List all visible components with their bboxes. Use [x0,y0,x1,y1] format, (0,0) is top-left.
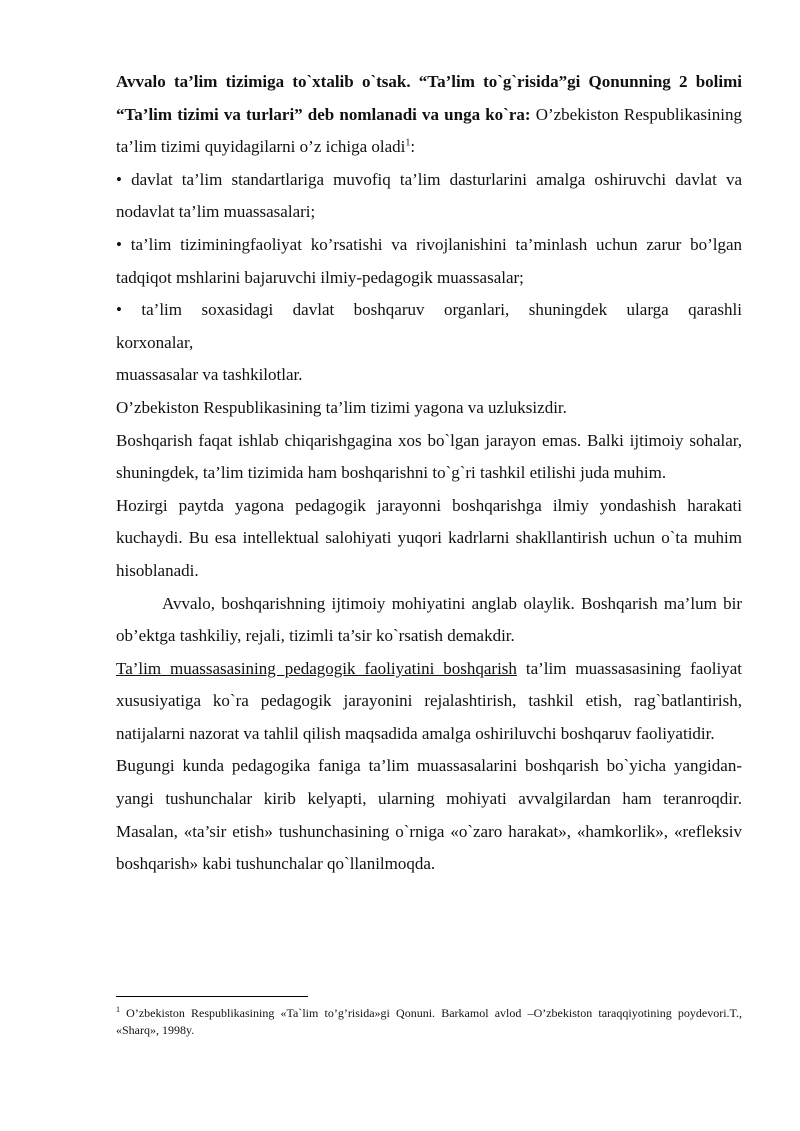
footnote-divider [116,996,308,997]
footnote-ref: 1 [405,137,411,149]
paragraph-management: Boshqarish faqat ishlab chiqarishgagina xos bo`lgan jarayon emas. Balki ijtimoiy sohalar, shuningdek, ta’lim tizimida ham boshqarishni to`g`ri tashkil etilishi juda muhim. [116,430,742,483]
paragraph-social-essence: Avvalo, boshqarishning ijtimoiy mohiyatini anglab olaylik. Boshqarish ma’lum bir ob’ektga tashkiliy, rejali, tizimli ta’sir ko`rsatish demakdir. [116,593,742,646]
document-body [116,66,742,881]
footnote-text: O’zbekiston Respublikasining «Ta`lim to’g’risida»gi Qonuni. Barkamol avlod –O’zbekiston taraqqiyotining poydevori.T., «Sharq», 1998y. [116,1006,742,1037]
definition-term: Ta’lim muassasasining pedagogik faoliyatini boshqarish [116,658,517,678]
paragraph-unified-system: O’zbekiston Respublikasining ta’lim tizimi yagona va uzluksizdir. [116,397,567,417]
footnote [116,1005,742,1039]
definition-text: ta’lim muassasasining faoliyat xususiyatiga ko`ra pedagogik jarayonini rejalashtirish, tashkil etish, rag`batlantirish, natijalarni nazorat va tahlil qilish maqsadida amalga oshiriluvchi boshqaruv faoliyatidir. [116,658,743,743]
paragraph-pedagogical-process: Hozirgi paytda yagona pedagogik jarayonni boshqarishga ilmiy yondashish harakati kuchaydi. Bu esa intellektual salohiyati yuqori kadrlarni shakllantirish uchun o`ta muhim hisoblanadi. [116,495,742,580]
bullet-item-3-line3: muassasalar va tashkilotlar. [116,365,303,385]
intro-text: O’zbekiston Respublikasining ta’lim tizimi quyidagilarni o’z ichiga oladi [116,104,742,157]
intro-end: : [410,137,416,157]
paragraph-definition [116,653,742,751]
bullet-item-3-line2: korxonalar, [116,332,194,352]
bullet-item-1: • davlat ta’lim standartlariga muvofiq ta’lim dasturlarini amalga oshiruvchi davlat va nodavlat ta’lim muassasalari; [116,169,742,222]
intro-bold-text: Avvalo ta’lim tizimiga to`xtalib o`tsak. “Ta’lim to`g`risida”gi Qonunning 2 bolimi “Ta’lim tizimi va turlari” deb nomlanadi va unga ko`ra: [116,72,742,124]
footnote-number: 1 [116,1005,120,1014]
bullet-item-3-line1: • ta’lim soxasidagi davlat boshqaruv organlari, shuningdek ularga qarashli [116,300,742,320]
bullet-item-2: • ta’lim tiziminingfaoliyat ko’rsatishi va rivojlanishini ta’minlash uchun zarur bo’lgan tadqiqot mshlarini bajaruvchi ilmiy-pedagogik muassasalar; [116,234,742,287]
intro-paragraph [116,66,742,164]
paragraph-new-concepts: Bugungi kunda pedagogika faniga ta’lim muassasalarini boshqarish bo`yicha yangidan-yangi tushunchalar kirib kelyapti, ularning mohiyati avvalgilardan ham teranroqdir. Masalan, «ta’sir etish» tushunchasining o`rniga «o`zaro harakat», «hamkorlik», «refleksiv boshqarish» kabi tushunchalar qo`llanilmoqda. [116,756,742,874]
